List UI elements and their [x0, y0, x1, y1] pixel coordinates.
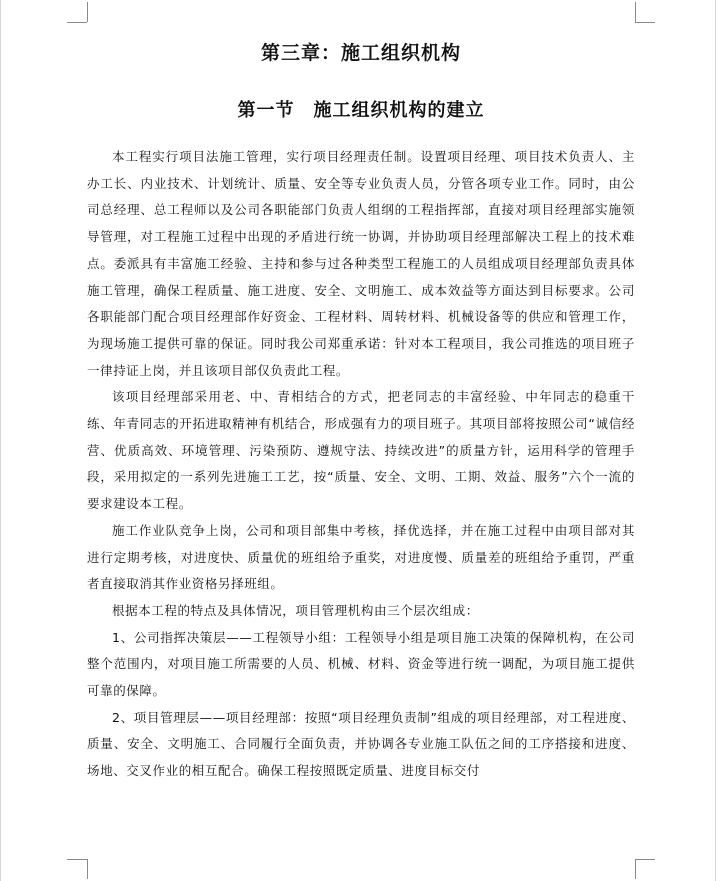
body-paragraph: 根据本工程的特点及具体情况，项目管理机构由三个层次组成： — [112, 602, 479, 618]
section-title: 第一节 施工组织机构的建立 — [237, 100, 485, 121]
document-body — [87, 38, 635, 785]
paragraph-list — [87, 144, 635, 785]
chapter-title: 第三章：施工组织机构 — [260, 42, 461, 64]
crop-mark — [87, 2, 88, 22]
crop-mark — [67, 22, 87, 23]
body-paragraph: 施工作业队竞争上岗，公司和项目部集中考核，择优选择，并在施工过程中由项目部对其进行定期考核，对进度快、质量优的班组给予重奖，对进度慢、质量差的班组给予重罚，严重者直接取消其作业资格另择班组。 — [87, 522, 635, 592]
crop-mark — [67, 859, 87, 860]
body-paragraph: 2、项目管理层——项目经理部：按照“项目经理负责制”组成的项目经理部，对工程进度、质量、安全、文明施工、合同履行全面负责，并协调各专业施工队伍之间的工序搭接和进度、场地、交叉作业的相互配合。确保工程按照既定质量、进度目标交付 — [87, 709, 635, 779]
crop-mark — [635, 22, 655, 23]
crop-mark — [635, 2, 636, 22]
crop-mark — [635, 859, 655, 860]
body-paragraph: 1、公司指挥决策层——工程领导小组：工程领导小组是项目施工决策的保障机构，在公司整个范围内，对项目施工所需要的人员、机械、材料、资金等进行统一调配，为项目施工提供可靠的保障。 — [87, 629, 635, 699]
body-paragraph: 本工程实行项目法施工管理，实行项目经理责任制。设置项目经理、项目技术负责人、主办工长、内业技术、计划统计、质量、安全等专业负责人员，分管各项专业工作。同时，由公司总经理、总工程师以及公司各职能部门负责人组纲的工程指挥部，直接对项目经理部实施领导管理，对工程施工过程中出现的矛盾进行统一协调，并协助项目经理部解决工程上的技术难点。委派具有丰富施工经验、主持和参与过各种类型工程施工的人员组成项目经理部负责具体施工管理，确保工程质量、施工进度、安全、文明施工、成本效益等方面达到目标要求。公司各职能部门配合项目经理部作好资金、工程材料、周转材料、机械设备等的供应和管理工作，为现场施工提供可靠的保证。同时我公司郑重承诺：针对本工程项目，我公司推选的项目班子一律持证上岗，并且该项目部仅负责此工程。 — [87, 149, 635, 378]
body-paragraph: 该项目经理部采用老、中、青相结合的方式，把老同志的丰富经验、中年同志的稳重干练、年青同志的开拓进取精神有机结合，形成强有力的项目班子。其项目部将按照公司“诚信经营、优质高效、环境管理、污染预防、遵规守法、持续改进”的质量方针，运用科学的管理手段，采用拟定的一系列先进施工工艺，按“质量、安全、文明、工期、效益、服务”六个一流的要求建设本工程。 — [87, 389, 635, 512]
crop-mark — [635, 859, 636, 879]
crop-mark — [87, 859, 88, 879]
